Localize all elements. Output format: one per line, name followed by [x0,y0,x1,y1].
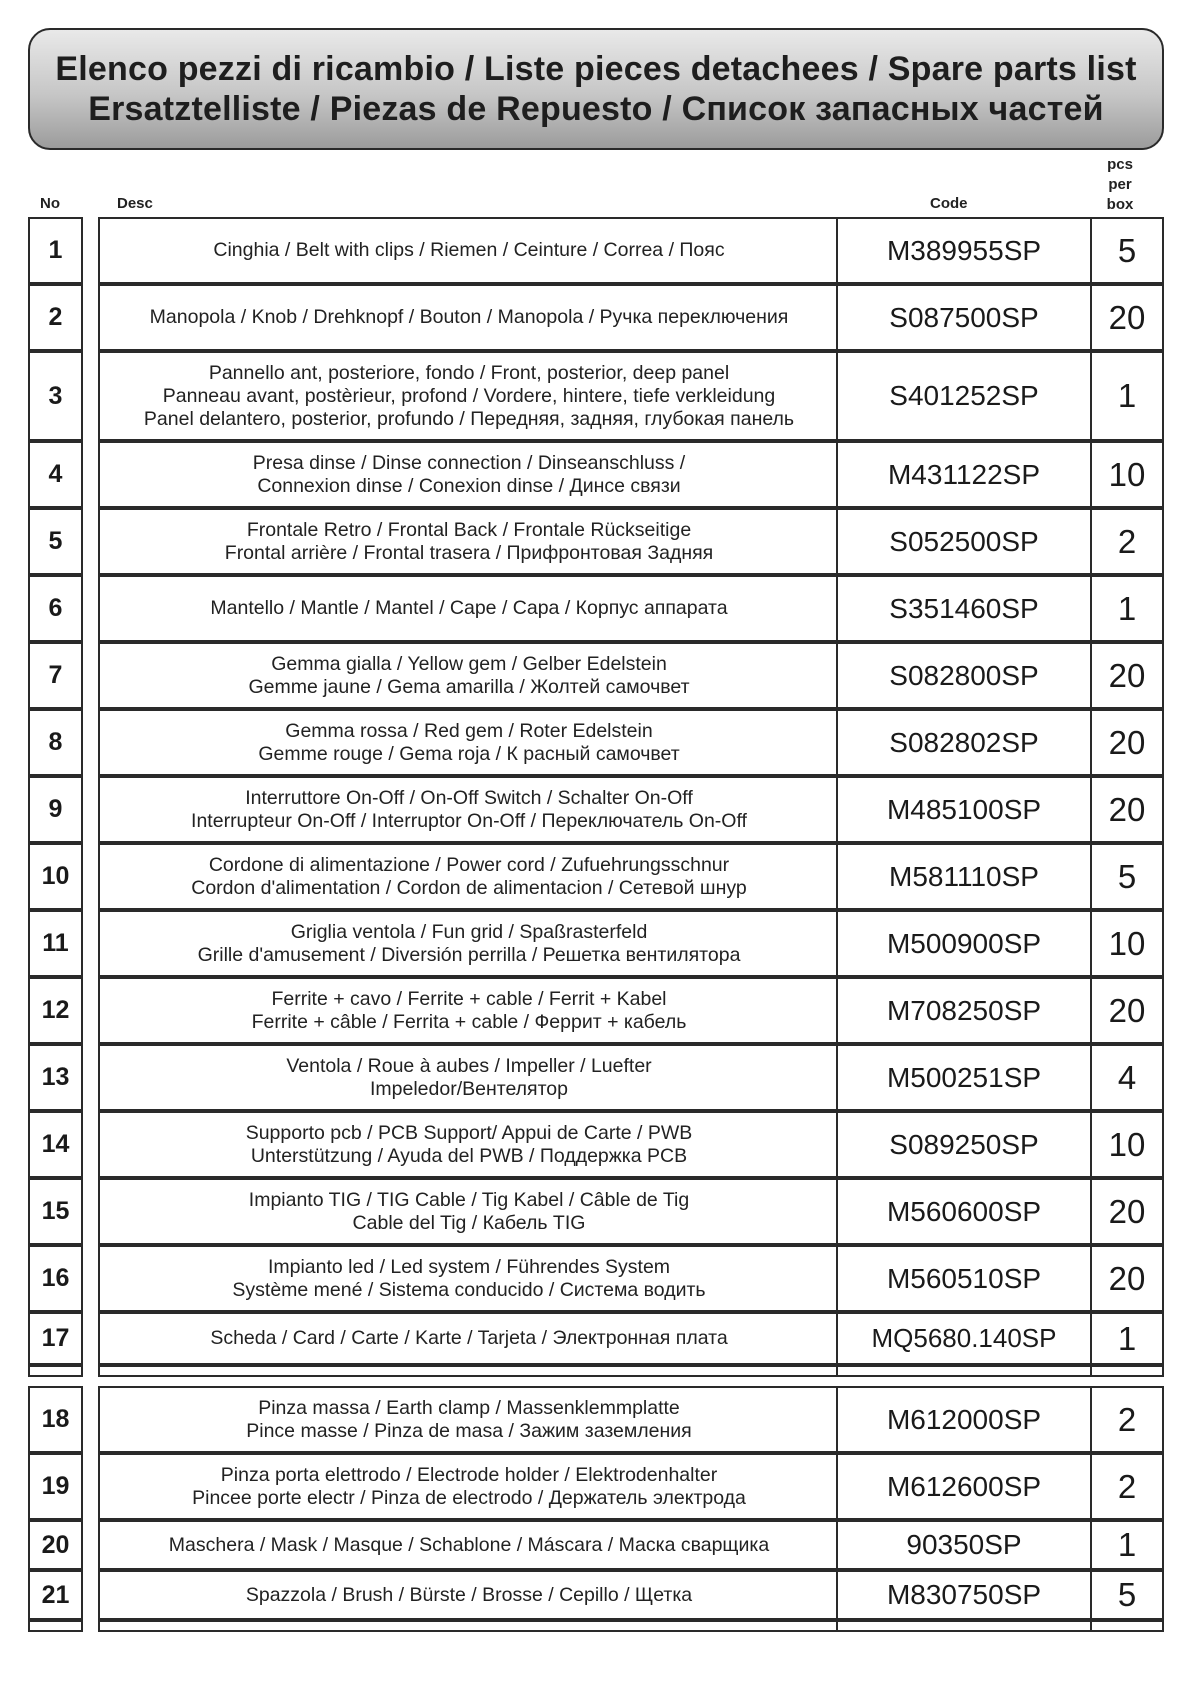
description-line: Ventola / Roue à aubes / Impeller / Luefter [286,1054,652,1077]
empty-cell [1090,1620,1164,1632]
pieces-per-box: 20 [1090,284,1164,351]
description-line: Supporto pcb / PCB Support/ Appui de Carte / PWB [245,1121,693,1144]
part-description [98,1111,838,1178]
part-code: S401252SP [836,351,1092,441]
part-code: MQ5680.140SP [836,1312,1092,1365]
pieces-per-box: 20 [1090,642,1164,709]
description-line: Grille d'amusement / Diversión perrilla / Решетка вентилятора [197,943,741,966]
part-number: 21 [28,1570,83,1620]
description-line: Pannello ant, posteriore, fondo / Front, posterior, deep panel [208,361,730,384]
description-line: Mantello / Mantle / Mantel / Cape / Capa / Корпус аппарата [210,597,728,619]
part-number: 20 [28,1520,83,1570]
empty-cell [28,1620,83,1632]
part-code: M485100SP [836,776,1092,843]
part-number: 11 [28,910,83,977]
table-row [0,1312,1191,1365]
part-number: 4 [28,441,83,508]
part-code: S089250SP [836,1111,1092,1178]
table-row [0,351,1191,441]
part-description [98,441,838,508]
part-code: M389955SP [836,217,1092,284]
table-row [0,575,1191,642]
table-row [0,1044,1191,1111]
pieces-per-box: 10 [1090,441,1164,508]
title-line-2: Ersatztelliste / Piezas de Repuesto / Список запасных частей [88,90,1104,128]
part-description [98,1453,838,1520]
part-description [98,1312,838,1365]
part-description [98,1178,838,1245]
part-description [98,351,838,441]
part-number: 10 [28,843,83,910]
description-line: Unterstützung / Ayuda del PWB / Поддержка PCB [250,1144,688,1167]
part-description [98,217,838,284]
part-number: 7 [28,642,83,709]
part-description [98,1386,838,1453]
part-code: M612600SP [836,1453,1092,1520]
pcs-header-line: box [1106,196,1134,213]
description-line: Système mené / Sistema conducido / Система водить [232,1278,706,1301]
part-number: 3 [28,351,83,441]
table-row [0,1111,1191,1178]
table-row [0,977,1191,1044]
pieces-per-box: 1 [1090,575,1164,642]
part-number: 8 [28,709,83,776]
column-header-no: No [40,195,60,212]
part-code: M708250SP [836,977,1092,1044]
description-line: Ferrite + cavo / Ferrite + cable / Ferrit + Kabel [271,987,667,1010]
pieces-per-box: 20 [1090,709,1164,776]
table-row [0,910,1191,977]
description-line: Spazzola / Brush / Bürste / Brosse / Cepillo / Щетка [245,1583,693,1606]
description-line: Cinghia / Belt with clips / Riemen / Ceinture / Correa / Пояс [213,239,725,261]
part-description [98,508,838,575]
part-number: 16 [28,1245,83,1312]
pcs-header-line: per [1108,176,1132,193]
description-line: Gemma gialla / Yellow gem / Gelber Edelstein [271,652,667,675]
part-number: 18 [28,1386,83,1453]
pcs-header-line: pcs [1107,156,1133,173]
empty-cell [836,1620,1092,1632]
part-code: M560600SP [836,1178,1092,1245]
part-code: M560510SP [836,1245,1092,1312]
part-description [98,910,838,977]
pieces-per-box: 20 [1090,1245,1164,1312]
description-line: Pince masse / Pinza de masa / Зажим заземления [246,1419,692,1442]
part-description [98,1245,838,1312]
description-line: Impianto led / Led system / Führendes System [267,1255,671,1278]
part-code: 90350SP [836,1520,1092,1570]
part-code: S351460SP [836,575,1092,642]
description-line: Panel delantero, posterior, profundo / Передняя, задняя, глубокая панель [143,407,795,430]
pieces-per-box: 10 [1090,1111,1164,1178]
pieces-per-box: 20 [1090,776,1164,843]
part-number: 14 [28,1111,83,1178]
table-row [0,1245,1191,1312]
part-description [98,1520,838,1570]
pieces-per-box: 2 [1090,1453,1164,1520]
description-line: Ferrite + câble / Ferrita + cable / Феррит + кабель [251,1010,687,1033]
table-row [0,1453,1191,1520]
part-description [98,642,838,709]
description-line: Interruttore On-Off / On-Off Switch / Schalter On-Off [245,786,693,809]
part-code: M431122SP [836,441,1092,508]
pieces-per-box: 10 [1090,910,1164,977]
empty-cell [98,1620,838,1632]
description-line: Pincee porte electr / Pinza de electrodo / Держатель электрода [192,1486,746,1509]
description-line: Presa dinse / Dinse connection / Dinseanschluss / [252,451,686,474]
description-line: Impianto TIG / TIG Cable / Tig Kabel / Câble de Tig [248,1188,690,1211]
part-description [98,843,838,910]
empty-cell [1090,1365,1164,1377]
description-line: Scheda / Card / Carte / Karte / Tarjeta / Электронная плата [210,1327,728,1349]
description-line: Pinza porta elettrodo / Electrode holder / Elektrodenhalter [220,1463,718,1486]
description-line: Manopola / Knob / Drehknopf / Bouton / Manopola / Ручка переключения [149,306,789,328]
title-line-1: Elenco pezzi di ricambio / Liste pieces detachees / Spare parts list [55,50,1137,88]
part-code: M830750SP [836,1570,1092,1620]
pieces-per-box: 1 [1090,351,1164,441]
part-description [98,709,838,776]
table-row [0,709,1191,776]
part-number: 6 [28,575,83,642]
pieces-per-box: 5 [1090,217,1164,284]
table-row [0,508,1191,575]
pieces-per-box: 4 [1090,1044,1164,1111]
pieces-per-box: 20 [1090,977,1164,1044]
description-line: Impeledor/Вентелятор [370,1077,568,1100]
part-description [98,776,838,843]
table-row [0,642,1191,709]
table-row [0,441,1191,508]
description-line: Cable del Tig / Кабель TIG [352,1211,586,1234]
table-row [0,776,1191,843]
description-line: Maschera / Mask / Masque / Schablone / Máscara / Маска сварщика [168,1533,770,1556]
part-code: S052500SP [836,508,1092,575]
column-header-pcs-per-box [1097,155,1143,215]
column-header-code: Code [930,195,968,212]
description-line: Gemme jaune / Gema amarilla / Жолтей самочвет [248,675,690,698]
empty-table-row [0,1365,1191,1377]
pieces-per-box: 1 [1090,1520,1164,1570]
empty-cell [98,1365,838,1377]
part-number: 1 [28,217,83,284]
part-description [98,575,838,642]
description-line: Cordon d'alimentation / Cordon de alimentacion / Сетевой шнур [191,876,747,899]
description-line: Cordone di alimentazione / Power cord / Zufuehrungsschnur [208,853,730,876]
description-line: Connexion dinse / Conexion dinse / Динсе связи [257,474,681,497]
part-code: S082802SP [836,709,1092,776]
table-row [0,843,1191,910]
table-row [0,217,1191,284]
table-row [0,1178,1191,1245]
pieces-per-box: 20 [1090,1178,1164,1245]
empty-cell [836,1365,1092,1377]
description-line: Panneau avant, postèrieur, profond / Vordere, hintere, tiefe verkleidung [162,384,776,407]
part-number: 15 [28,1178,83,1245]
part-number: 2 [28,284,83,351]
description-line: Frontal arrière / Frontal trasera / Прифронтовая Задняя [224,541,714,564]
description-line: Interrupteur On-Off / Interruptor On-Off / Переключатель On-Off [191,809,747,832]
part-description [98,1570,838,1620]
pieces-per-box: 1 [1090,1312,1164,1365]
table-row [0,1520,1191,1570]
title-banner [28,28,1164,150]
part-code: M612000SP [836,1386,1092,1453]
description-line: Griglia ventola / Fun grid / Spaßrasterfeld [290,920,648,943]
pieces-per-box: 2 [1090,508,1164,575]
table-row [0,1570,1191,1620]
empty-cell [28,1365,83,1377]
part-description [98,284,838,351]
description-line: Gemme rouge / Gema roja / К расный самочвет [258,742,680,765]
part-code: M500251SP [836,1044,1092,1111]
part-number: 19 [28,1453,83,1520]
pieces-per-box: 5 [1090,843,1164,910]
description-line: Pinza massa / Earth clamp / Massenklemmplatte [258,1396,680,1419]
part-description [98,977,838,1044]
table-row [0,1386,1191,1453]
part-code: M500900SP [836,910,1092,977]
part-number: 13 [28,1044,83,1111]
pieces-per-box: 2 [1090,1386,1164,1453]
description-line: Frontale Retro / Frontal Back / Frontale Rückseitige [246,518,692,541]
part-code: S087500SP [836,284,1092,351]
column-header-desc: Desc [117,195,153,212]
part-number: 9 [28,776,83,843]
empty-table-row [0,1620,1191,1632]
description-line: Gemma rossa / Red gem / Roter Edelstein [285,719,653,742]
pieces-per-box: 5 [1090,1570,1164,1620]
part-number: 12 [28,977,83,1044]
part-code: M581110SP [836,843,1092,910]
part-number: 17 [28,1312,83,1365]
table-row [0,284,1191,351]
part-code: S082800SP [836,642,1092,709]
part-description [98,1044,838,1111]
part-number: 5 [28,508,83,575]
